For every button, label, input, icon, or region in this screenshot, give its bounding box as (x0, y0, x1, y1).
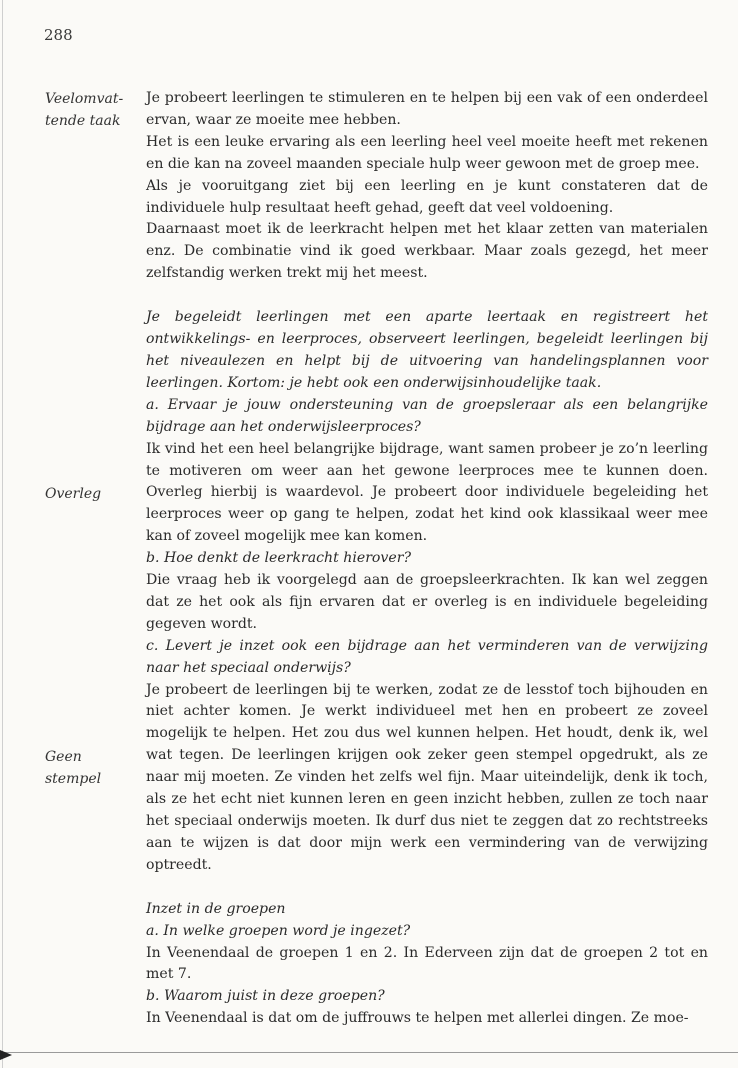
question-c: c. Levert je inzet ook een bijdrage aan het verminderen van de verwijzing naar het speciaal onderwijs? (146, 637, 708, 676)
task-description: Je begeleidt leerlingen met een aparte leertaak en registreert het ontwikkelings- en leerproces, observeert leerlingen, begeleidt leerlingen bij het niveaulezen en helpt bij de uitvoering van handelingsplannen voor leerlingen. Kortom: je hebt ook een onderwijsinhoudelijke taak. (146, 309, 708, 391)
answer-b: Die vraag heb ik voorgelegd aan de groepsleerkrachten. Ik kan wel zeggen dat ze het ook als fijn ervaren dat er overleg is en individuele begeleiding gegeven wordt. (146, 572, 708, 632)
answer-groepen-b: In Veenendaal is dat om de juffrouws te helpen met allerlei dingen. Ze moe- (146, 1010, 689, 1027)
answer-c: Je probeert de leerlingen bij te werken, zodat ze de lesstof toch bijhouden en niet achter komen. Je werkt individueel met hen en probeert ze zoveel mogelijk te helpen. Het zou dus wel kunnen helpen. Het houdt, denk ik, wel wat tegen. De leerlingen krijgen ook zeker geen stempel opgedrukt, als ze naar mij moeten. Ze vinden het zelfs wel fijn. Maar uiteindelijk, denk ik toch, als ze het echt niet kunnen leren en geen inzicht hebben, zullen ze toch naar het speciaal onderwijs moeten. Ik durf dus niet te zeggen dat zo rechtstreeks aan te wijzen is dat door mijn werk een vermindering van de verwijzing optreedt. (146, 681, 708, 873)
page-edge-line (2, 0, 3, 1068)
question-groepen-a: a. In welke groepen word je ingezet? (146, 922, 411, 939)
question-groepen-b: b. Waarom juist in deze groepen? (146, 988, 385, 1005)
paragraph: Je probeert leerlingen te stimuleren en te helpen bij een vak of een onderdeel ervan, waar ze moeite mee hebben. (146, 90, 708, 128)
margin-note-veelomvattende-taak: Veelomvat- tende taak (45, 91, 124, 129)
question-b: b. Hoe denkt de leerkracht hierover? (146, 550, 412, 567)
question-a: a. Ervaar je jouw ondersteuning van de groepsleraar als een belangrijke bijdrage aan het onderwijsleerproces? (146, 396, 708, 435)
margin-note-geen-stempel: Geen stempel (45, 749, 102, 787)
section-heading-inzet: Inzet in de groepen (146, 900, 286, 917)
body-text (146, 88, 708, 1030)
answer-groepen-a: In Veenendaal de groepen 1 en 2. In Ederveen zijn dat de groepen 2 tot en met 7. (146, 944, 708, 983)
page-number: 288 (44, 26, 73, 44)
paragraph: Het is een leuke ervaring als een leerling heel veel moeite heeft met rekenen en die kan na zoveel maanden speciale hulp weer gewoon met de groep mee. (146, 133, 708, 172)
margin-note-overleg: Overleg (45, 486, 102, 502)
corner-arrow-icon (0, 1050, 12, 1060)
paragraph: Als je vooruitgang ziet bij een leerling en je kunt constateren dat de individuele hulp resultaat heeft gehad, geeft dat veel voldoening. (146, 177, 708, 216)
footer-rule (0, 1052, 738, 1053)
answer-a: Ik vind het een heel belangrijke bijdrage, want samen probeer je zo’n leerling te motiveren om weer aan het gewone leerproces mee te kunnen doen. Overleg hierbij is waardevol. Je probeert door individuele begeleiding het leerproces weer op gang te helpen, zodat het kind ook klassikaal weer mee kan of zoveel mogelijk mee kan komen. (146, 440, 708, 545)
paragraph: Daarnaast moet ik de leerkracht helpen met het klaar zetten van materialen enz. De combinatie vind ik goed werkbaar. Maar zoals gezegd, het meer zelfstandig werken trekt mij het meest. (146, 221, 708, 282)
